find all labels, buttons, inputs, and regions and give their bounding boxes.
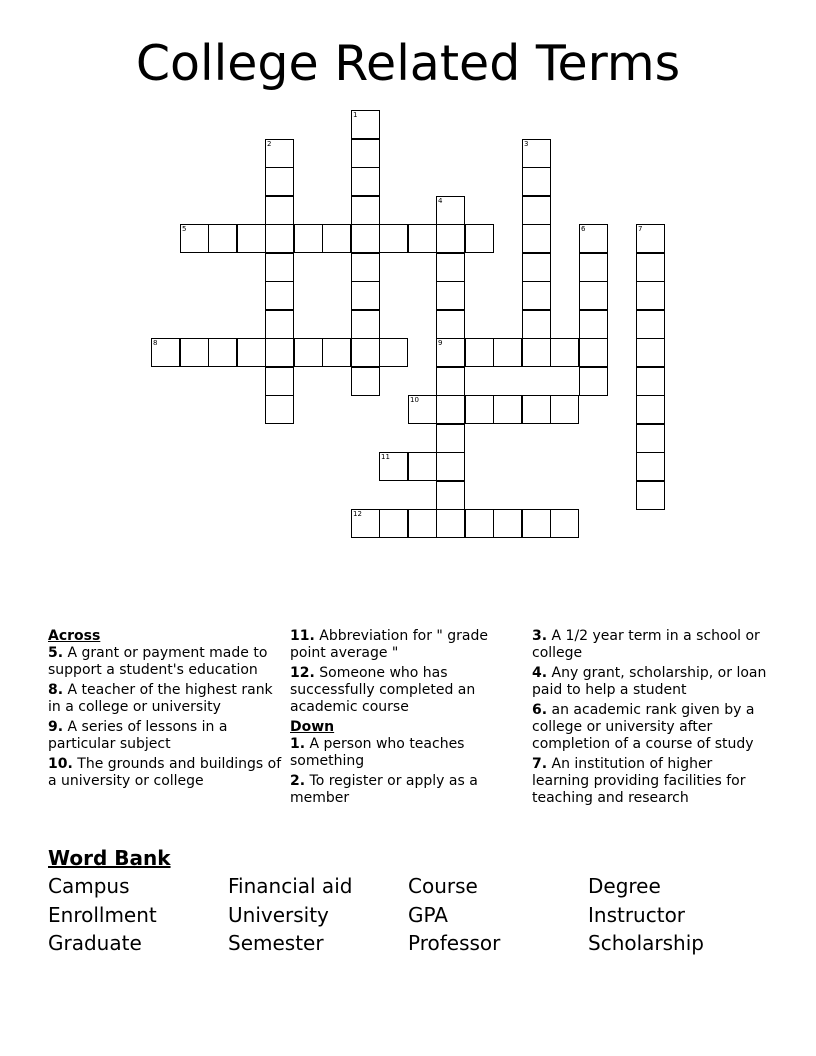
- grid-cell[interactable]: [493, 395, 522, 424]
- grid-cell-9[interactable]: [436, 338, 465, 367]
- grid-cell-7[interactable]: [636, 224, 665, 253]
- grid-cell-1[interactable]: [351, 110, 380, 139]
- clue-number: 1.: [290, 736, 306, 752]
- grid-cell[interactable]: [208, 224, 237, 253]
- grid-cell[interactable]: [265, 224, 294, 253]
- grid-cell[interactable]: [379, 509, 408, 538]
- grid-cell[interactable]: [636, 452, 665, 481]
- grid-cell[interactable]: [265, 253, 294, 282]
- grid-cell[interactable]: [522, 395, 551, 424]
- grid-cell[interactable]: [636, 395, 665, 424]
- grid-cell[interactable]: [636, 253, 665, 282]
- grid-cell[interactable]: [636, 281, 665, 310]
- clue-number: 12.: [290, 665, 315, 681]
- clue-text: A 1/2 year term in a school or college: [532, 628, 760, 661]
- grid-cell[interactable]: [265, 196, 294, 225]
- grid-cell[interactable]: [550, 509, 579, 538]
- page-title: College Related Terms: [135, 35, 681, 92]
- clue-down-2: [290, 773, 526, 807]
- clue-number-label: 5: [182, 225, 187, 233]
- grid-cell[interactable]: [265, 395, 294, 424]
- grid-cell-4[interactable]: [436, 196, 465, 225]
- grid-cell[interactable]: [522, 167, 551, 196]
- grid-cell[interactable]: [579, 367, 608, 396]
- clue-number-label: 7: [638, 225, 643, 233]
- grid-cell-6[interactable]: [579, 224, 608, 253]
- clue-across-10: [48, 756, 284, 790]
- grid-cell[interactable]: [322, 338, 351, 367]
- grid-cell[interactable]: [351, 196, 380, 225]
- clue-number-label: 11: [381, 453, 390, 461]
- grid-cell[interactable]: [180, 338, 209, 367]
- clue-down-6: [532, 702, 768, 753]
- clue-text: A person who teaches something: [290, 736, 465, 769]
- grid-cell-5[interactable]: [180, 224, 209, 253]
- clue-number: 6.: [532, 702, 548, 718]
- grid-cell[interactable]: [522, 509, 551, 538]
- grid-cell-8[interactable]: [151, 338, 180, 367]
- grid-cell[interactable]: [208, 338, 237, 367]
- clue-number-label: 8: [153, 339, 158, 347]
- grid-cell[interactable]: [294, 224, 323, 253]
- across-header: Across: [48, 628, 101, 644]
- clue-text: A grant or payment made to support a student's education: [48, 645, 268, 678]
- grid-cell[interactable]: [522, 253, 551, 282]
- grid-cell[interactable]: [636, 367, 665, 396]
- grid-cell[interactable]: [351, 281, 380, 310]
- grid-cell[interactable]: [436, 395, 465, 424]
- grid-cell[interactable]: [351, 167, 380, 196]
- word-bank-item: Enrollment: [48, 903, 157, 927]
- grid-cell-10[interactable]: [408, 395, 437, 424]
- grid-cell[interactable]: [436, 281, 465, 310]
- word-bank-item: Degree: [588, 874, 661, 898]
- grid-cell[interactable]: [351, 139, 380, 168]
- grid-cell-2[interactable]: [265, 139, 294, 168]
- clue-number-label: 9: [438, 339, 443, 347]
- clue-column-2: [290, 628, 526, 810]
- clue-across-5: [48, 645, 284, 679]
- clue-number-label: 2: [267, 140, 272, 148]
- clue-number-label: 10: [410, 396, 419, 404]
- word-bank-item: Campus: [48, 874, 130, 898]
- grid-cell[interactable]: [436, 310, 465, 339]
- grid-cell[interactable]: [294, 338, 323, 367]
- grid-cell[interactable]: [436, 509, 465, 538]
- grid-cell[interactable]: [436, 367, 465, 396]
- clue-text: an academic rank given by a college or university after completion of a course of study: [532, 702, 755, 752]
- clue-down-1: [290, 736, 526, 770]
- grid-cell[interactable]: [579, 310, 608, 339]
- clue-text: The grounds and buildings of a university or college: [48, 756, 282, 789]
- clue-down-3: [532, 628, 768, 662]
- clue-text: An institution of higher learning providing facilities for teaching and research: [532, 756, 746, 806]
- grid-cell-3[interactable]: [522, 139, 551, 168]
- word-bank-item: Semester: [228, 931, 324, 955]
- grid-cell[interactable]: [465, 509, 494, 538]
- grid-cell[interactable]: [493, 338, 522, 367]
- grid-cell[interactable]: [265, 281, 294, 310]
- grid-cell[interactable]: [522, 338, 551, 367]
- grid-cell[interactable]: [408, 452, 437, 481]
- grid-cell[interactable]: [465, 224, 494, 253]
- clue-number-label: 1: [353, 111, 358, 119]
- clue-number: 5.: [48, 645, 64, 661]
- word-bank-item: Scholarship: [588, 931, 704, 955]
- word-bank-item: Financial aid: [228, 874, 353, 898]
- grid-cell[interactable]: [579, 281, 608, 310]
- clue-text: Any grant, scholarship, or loan paid to help a student: [532, 665, 767, 698]
- grid-cell[interactable]: [351, 224, 380, 253]
- clue-number: 8.: [48, 682, 64, 698]
- grid-cell[interactable]: [237, 338, 266, 367]
- grid-cell[interactable]: [265, 338, 294, 367]
- clue-text: A teacher of the highest rank in a college or university: [48, 682, 273, 715]
- clue-across-11: [290, 628, 526, 662]
- grid-cell[interactable]: [351, 367, 380, 396]
- clue-down-4: [532, 665, 768, 699]
- clue-across-9: [48, 719, 284, 753]
- grid-cell[interactable]: [522, 224, 551, 253]
- clue-number-label: 6: [581, 225, 586, 233]
- clue-down-7: [532, 756, 768, 807]
- grid-cell[interactable]: [493, 509, 522, 538]
- grid-cell[interactable]: [636, 481, 665, 510]
- grid-cell[interactable]: [265, 310, 294, 339]
- grid-cell[interactable]: [351, 253, 380, 282]
- grid-cell[interactable]: [436, 452, 465, 481]
- grid-cell[interactable]: [351, 310, 380, 339]
- clue-number-label: 4: [438, 197, 443, 205]
- clue-number: 2.: [290, 773, 306, 789]
- word-bank-item: Instructor: [588, 903, 686, 927]
- grid-cell[interactable]: [636, 338, 665, 367]
- grid-cell-12[interactable]: [351, 509, 380, 538]
- grid-cell[interactable]: [436, 481, 465, 510]
- down-header: Down: [290, 719, 335, 735]
- grid-cell[interactable]: [379, 338, 408, 367]
- clue-column-1: [48, 628, 284, 793]
- grid-cell[interactable]: [579, 338, 608, 367]
- word-bank-item: University: [228, 903, 329, 927]
- grid-cell[interactable]: [379, 224, 408, 253]
- grid-cell[interactable]: [322, 224, 351, 253]
- grid-cell[interactable]: [265, 167, 294, 196]
- clue-number: 11.: [290, 628, 315, 644]
- grid-cell[interactable]: [550, 338, 579, 367]
- word-bank-item: Professor: [408, 931, 501, 955]
- grid-cell[interactable]: [579, 253, 608, 282]
- grid-cell[interactable]: [408, 509, 437, 538]
- grid-cell[interactable]: [436, 253, 465, 282]
- clue-number: 4.: [532, 665, 548, 681]
- grid-cell[interactable]: [465, 338, 494, 367]
- grid-cell[interactable]: [265, 367, 294, 396]
- grid-cell[interactable]: [237, 224, 266, 253]
- clue-across-12: [290, 665, 526, 716]
- grid-cell[interactable]: [408, 224, 437, 253]
- grid-cell[interactable]: [351, 338, 380, 367]
- grid-cell[interactable]: [436, 224, 465, 253]
- clue-text: Someone who has successfully completed an academic course: [290, 665, 476, 715]
- grid-cell[interactable]: [522, 281, 551, 310]
- word-bank-item: Course: [408, 874, 478, 898]
- grid-cell[interactable]: [522, 310, 551, 339]
- clue-across-8: [48, 682, 284, 716]
- clue-number: 3.: [532, 628, 548, 644]
- clue-number: 9.: [48, 719, 64, 735]
- clue-text: A series of lessons in a particular subject: [48, 719, 228, 752]
- grid-cell[interactable]: [636, 424, 665, 453]
- word-bank-title: Word Bank: [48, 846, 171, 870]
- word-bank-item: GPA: [408, 903, 448, 927]
- grid-cell[interactable]: [436, 424, 465, 453]
- clue-text: To register or apply as a member: [290, 773, 478, 806]
- word-bank-item: Graduate: [48, 931, 142, 955]
- clue-column-3: [532, 628, 768, 810]
- grid-cell-11[interactable]: [379, 452, 408, 481]
- clue-number-label: 3: [524, 140, 529, 148]
- clue-number: 7.: [532, 756, 548, 772]
- grid-cell[interactable]: [465, 395, 494, 424]
- grid-cell[interactable]: [636, 310, 665, 339]
- clue-text: Abbreviation for " grade point average ": [290, 628, 489, 661]
- grid-cell[interactable]: [550, 395, 579, 424]
- clue-number: 10.: [48, 756, 73, 772]
- clue-number-label: 12: [353, 510, 362, 518]
- grid-cell[interactable]: [522, 196, 551, 225]
